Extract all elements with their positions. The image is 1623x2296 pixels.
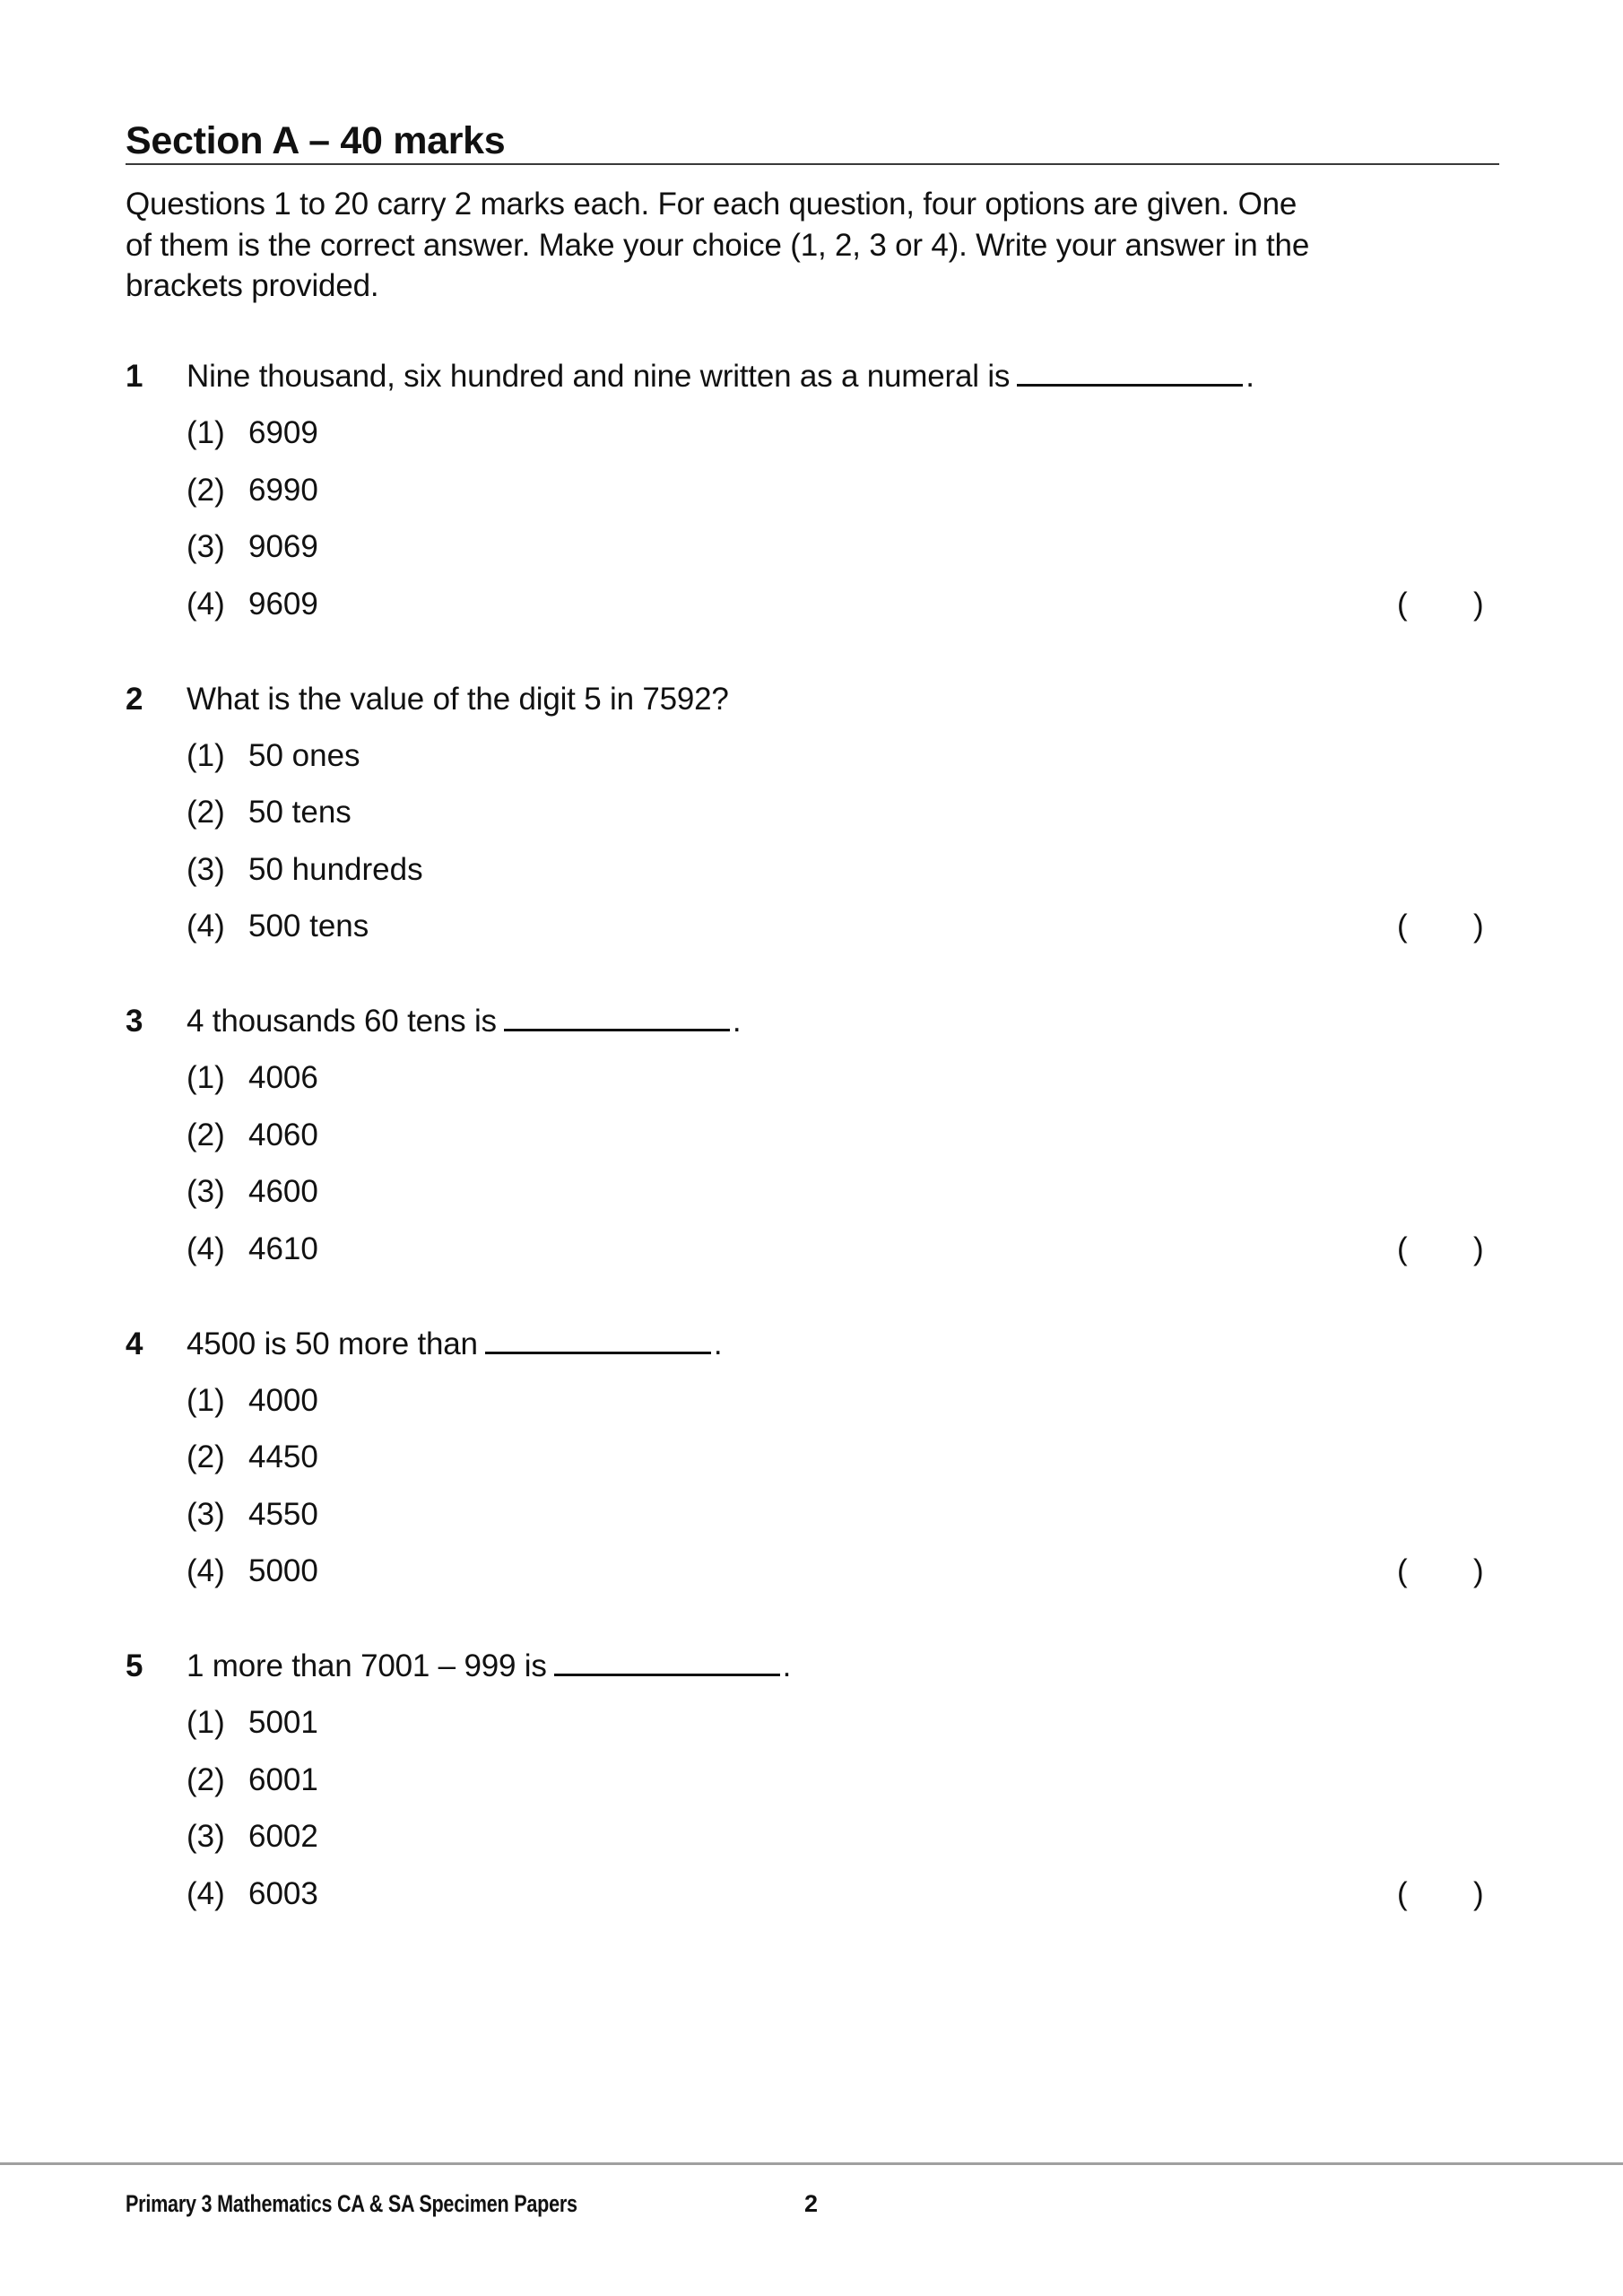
answer-blank-line[interactable]: [485, 1352, 711, 1354]
answer-bracket-open[interactable]: (: [1397, 1875, 1408, 1911]
option-value: 4060: [248, 1117, 318, 1152]
answer-bracket-close[interactable]: ): [1473, 1553, 1484, 1588]
question-text-content: Nine thousand, six hundred and nine written as a numeral is: [187, 359, 1011, 394]
option-value: 50 hundreds: [248, 851, 423, 887]
option-value: 50 tens: [248, 795, 352, 830]
question-4: [0, 1325, 1623, 1621]
footer-divider: [0, 2162, 1623, 2165]
option-label: (3): [187, 529, 225, 564]
question-trailing-punctuation: .: [713, 1326, 723, 1361]
section-instructions: [126, 184, 1524, 307]
question-text-content: What is the value of the digit 5 in 7592?: [187, 681, 729, 717]
answer-bracket-open[interactable]: (: [1397, 909, 1408, 944]
option-label: (4): [187, 1875, 225, 1911]
option-label: (2): [187, 1439, 225, 1474]
option-value: 4600: [248, 1174, 318, 1209]
option-label: (1): [187, 415, 225, 450]
option-value: 6990: [248, 472, 318, 508]
answer-blank-line[interactable]: [554, 1674, 780, 1676]
question-trailing-punctuation: .: [1245, 359, 1254, 394]
question-trailing-punctuation: .: [782, 1648, 792, 1683]
option-label: (2): [187, 795, 225, 830]
option-value: 5001: [248, 1705, 318, 1740]
question-text: [187, 1325, 722, 1364]
option-value: 4550: [248, 1496, 318, 1532]
option-value: 4450: [248, 1439, 318, 1474]
option-label: (1): [187, 1382, 225, 1418]
option-label: (2): [187, 472, 225, 508]
answer-bracket-open[interactable]: (: [1397, 1231, 1408, 1266]
question-trailing-punctuation: .: [732, 1004, 742, 1039]
instructions-line: Questions 1 to 20 carry 2 marks each. For each question, four options are given. One: [126, 187, 1298, 222]
section-heading: Section A – 40 marks: [126, 119, 506, 162]
question-2: [0, 680, 1623, 976]
question-5: [0, 1647, 1623, 1943]
option-label: (3): [187, 1174, 225, 1209]
question-text: [187, 1002, 741, 1041]
option-value: 6001: [248, 1761, 318, 1797]
option-label: (1): [187, 1705, 225, 1740]
answer-bracket-close[interactable]: ): [1473, 909, 1484, 944]
option-value: 4006: [248, 1060, 318, 1095]
option-value: 5000: [248, 1553, 318, 1588]
question-number: 3: [126, 1004, 143, 1039]
question-number: 4: [126, 1326, 143, 1361]
option-value: 6002: [248, 1819, 318, 1854]
question-number: 1: [126, 359, 143, 394]
answer-bracket-close[interactable]: ): [1473, 586, 1484, 622]
question-number: 2: [126, 681, 143, 717]
question-1: [0, 357, 1623, 653]
question-number: 5: [126, 1648, 143, 1683]
option-label: (1): [187, 1060, 225, 1095]
option-label: (4): [187, 1231, 225, 1266]
heading-divider: [126, 163, 1499, 165]
option-value: 4000: [248, 1382, 318, 1418]
option-label: (4): [187, 586, 225, 622]
page-number: 2: [804, 2190, 819, 2217]
option-value: 50 ones: [248, 737, 360, 773]
option-value: 6909: [248, 415, 318, 450]
question-text-content: 4500 is 50 more than: [187, 1326, 478, 1361]
answer-blank-line[interactable]: [504, 1029, 730, 1031]
answer-bracket-open[interactable]: (: [1397, 1553, 1408, 1588]
option-label: (3): [187, 1819, 225, 1854]
option-label: (3): [187, 851, 225, 887]
question-text-content: 1 more than 7001 – 999 is: [187, 1648, 547, 1683]
answer-bracket-close[interactable]: ): [1473, 1231, 1484, 1266]
option-value: 6003: [248, 1875, 318, 1911]
option-label: (1): [187, 737, 225, 773]
option-label: (2): [187, 1117, 225, 1152]
footer-book-title: Primary 3 Mathematics CA & SA Specimen Papers: [126, 2190, 577, 2217]
question-text: [187, 680, 729, 719]
option-value: 500 tens: [248, 909, 369, 944]
question-text: [187, 1647, 791, 1686]
option-label: (3): [187, 1496, 225, 1532]
option-label: (2): [187, 1761, 225, 1797]
option-label: (4): [187, 909, 225, 944]
option-value: 9609: [248, 586, 318, 622]
question-text: [187, 357, 1254, 396]
instructions-line: of them is the correct answer. Make your choice (1, 2, 3 or 4). Write your answer in the: [126, 227, 1310, 263]
answer-blank-line[interactable]: [1017, 384, 1243, 387]
option-value: 9069: [248, 529, 318, 564]
question-3: [0, 1002, 1623, 1298]
answer-bracket-open[interactable]: (: [1397, 586, 1408, 622]
option-value: 4610: [248, 1231, 318, 1266]
option-label: (4): [187, 1553, 225, 1588]
answer-bracket-close[interactable]: ): [1473, 1875, 1484, 1911]
instructions-line: brackets provided.: [126, 268, 379, 303]
question-text-content: 4 thousands 60 tens is: [187, 1004, 497, 1039]
